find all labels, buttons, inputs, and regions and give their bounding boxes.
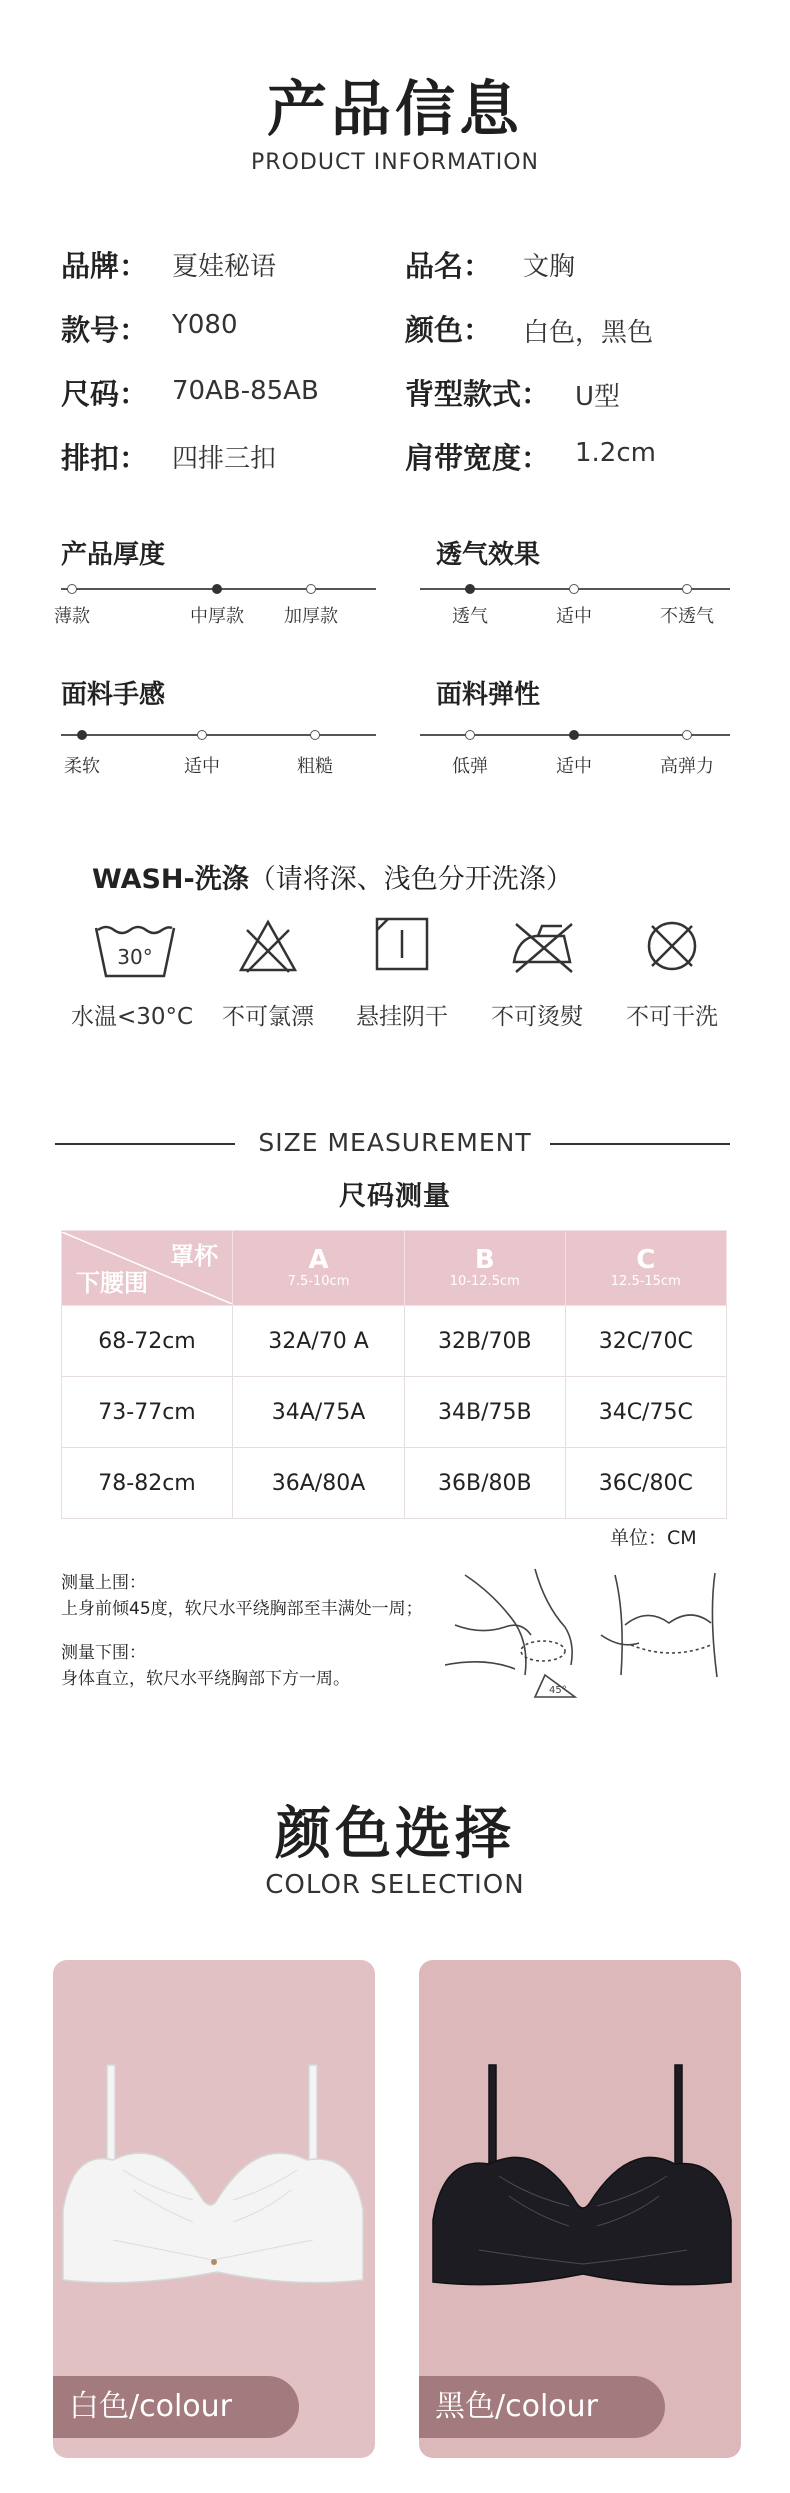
product-name-label: 品名： (405, 249, 493, 283)
size-table-header (62, 1231, 727, 1306)
unit-label: 单位：CM (610, 1527, 697, 1549)
scale-tick: 中厚款 (190, 606, 244, 627)
size-cell: 34A/75A (233, 1377, 405, 1448)
breathability-scale (420, 534, 730, 634)
size-cell: 32B/70B (405, 1306, 566, 1377)
scale-tick: 柔软 (64, 756, 100, 777)
scale-tick: 高弹力 (660, 756, 714, 777)
thickness-scale (54, 534, 376, 634)
product-name-value: 文胸 (523, 252, 576, 282)
color-label-black: 黑色/colour (419, 2376, 665, 2438)
center-charm (211, 2259, 217, 2265)
wash-label: 不可氯漂 (222, 1004, 314, 1030)
black-bra-image (419, 1960, 741, 2320)
size-subtitle: 尺码测量 (339, 1181, 451, 1212)
corner-top: 罩杯 (170, 1242, 218, 1270)
hook-value: 四排三扣 (172, 444, 277, 474)
scale-dot-selected (212, 584, 222, 594)
svg-text:30°: 30° (117, 945, 153, 969)
color-card-white[interactable] (53, 1960, 375, 2458)
style-no-label: 款号： (61, 313, 149, 347)
size-value: 70AB-85AB (172, 376, 319, 406)
size-cell: 36B/80B (405, 1448, 566, 1519)
wash-label: 悬挂阴干 (356, 1004, 448, 1030)
color-label: 颜色： (405, 313, 493, 347)
scale-dot-selected (465, 584, 475, 594)
waist-cell: 68-72cm (62, 1306, 233, 1377)
back-style-label: 背型款式： (405, 377, 551, 411)
waist-cell: 78-82cm (62, 1448, 233, 1519)
strap-width-value: 1.2cm (575, 438, 656, 468)
angle-label: 45° (549, 1685, 567, 1696)
size-title: SIZE MEASUREMENT (258, 1128, 532, 1157)
cup-col-a: A 7.5-10cm (233, 1231, 405, 1306)
scale-tick: 适中 (184, 756, 220, 777)
cup-col-c: C 12.5-15cm (565, 1231, 726, 1306)
scale-tick: 适中 (556, 756, 592, 777)
no-iron-icon (508, 918, 578, 976)
style-no-value: Y080 (172, 310, 238, 340)
scale-tick: 加厚款 (284, 606, 338, 627)
hand-feel-scale (61, 674, 376, 777)
product-info-title: 产品信息 (267, 75, 523, 145)
measuring-illustration (425, 1565, 735, 1705)
cup-col-b: B 10-12.5cm (405, 1231, 566, 1306)
white-bra-image (53, 1960, 375, 2320)
brand-label: 品牌： (61, 249, 149, 283)
table-row (62, 1377, 727, 1448)
scale-line (61, 734, 376, 736)
scale-dot (310, 730, 320, 740)
measure-upper-title: 测量上围： (61, 1573, 146, 1593)
table-row (62, 1448, 727, 1519)
no-bleach-icon (237, 918, 299, 976)
wash-label: 水温<30°C (70, 1004, 194, 1030)
color-value: 白色，黑色 (523, 318, 654, 348)
hang-dry-shade-icon (374, 916, 430, 972)
scale-tick: 薄款 (54, 606, 90, 627)
scale-title: 透气效果 (436, 540, 541, 570)
measure-lower-title: 测量下围： (61, 1643, 146, 1663)
color-label-white: 白色/colour (53, 2376, 299, 2438)
size-cell: 32A/70 A (233, 1306, 405, 1377)
wash-30-icon (92, 922, 178, 980)
measure-lower-text: 身体直立，软尺水平绕胸部下方一周。 (61, 1669, 350, 1689)
size-cell: 36A/80A (233, 1448, 405, 1519)
scale-tick: 透气 (452, 606, 488, 627)
wash-label: 不可烫熨 (491, 1004, 583, 1030)
strap-width-label: 肩带宽度： (405, 441, 551, 475)
scale-tick: 低弹 (452, 756, 488, 777)
size-cell: 36C/80C (565, 1448, 726, 1519)
color-title: 颜色选择 (275, 1802, 515, 1867)
size-cell: 34C/75C (565, 1377, 726, 1448)
hook-label: 排扣： (61, 441, 149, 475)
brand-value: 夏娃秘语 (172, 252, 277, 282)
scale-title: 面料手感 (61, 680, 166, 710)
size-table (61, 1230, 727, 1519)
measure-upper (61, 1570, 423, 1622)
scale-dot-selected (77, 730, 87, 740)
corner-bottom: 下腰围 (76, 1269, 148, 1297)
waist-cell: 73-77cm (62, 1377, 233, 1448)
wash-label: 不可干洗 (626, 1004, 718, 1030)
back-style-value: U型 (575, 382, 621, 412)
scale-tick: 适中 (556, 606, 592, 627)
scale-dot (465, 730, 475, 740)
product-info-subtitle: PRODUCT INFORMATION (251, 150, 539, 175)
measure-lower (61, 1640, 350, 1692)
scale-tick: 粗糙 (297, 756, 333, 777)
no-dry-clean-icon (644, 918, 700, 974)
scale-title: 产品厚度 (61, 540, 166, 570)
measure-upper-text: 上身前倾45度，软尺水平绕胸部至丰满处一周； (61, 1599, 423, 1619)
wash-title: WASH-洗涤 (92, 864, 249, 895)
size-label: 尺码： (61, 377, 149, 411)
scale-title: 面料弹性 (436, 680, 541, 710)
scale-dot (67, 584, 77, 594)
size-cell: 34B/75B (405, 1377, 566, 1448)
scale-dot-selected (569, 730, 579, 740)
color-subtitle: COLOR SELECTION (265, 1870, 525, 1900)
scale-dot (306, 584, 316, 594)
scale-tick: 不透气 (660, 606, 714, 627)
table-row (62, 1306, 727, 1377)
scale-dot (197, 730, 207, 740)
scale-dot (682, 730, 692, 740)
corner-cell (62, 1231, 233, 1306)
scale-dot (682, 584, 692, 594)
scale-dot (569, 584, 579, 594)
wash-note: （请将深、浅色分开洗涤） (248, 864, 573, 895)
color-card-black[interactable] (419, 1960, 741, 2458)
size-cell: 32C/70C (565, 1306, 726, 1377)
elasticity-scale (420, 674, 730, 777)
wash-heading (92, 857, 573, 896)
